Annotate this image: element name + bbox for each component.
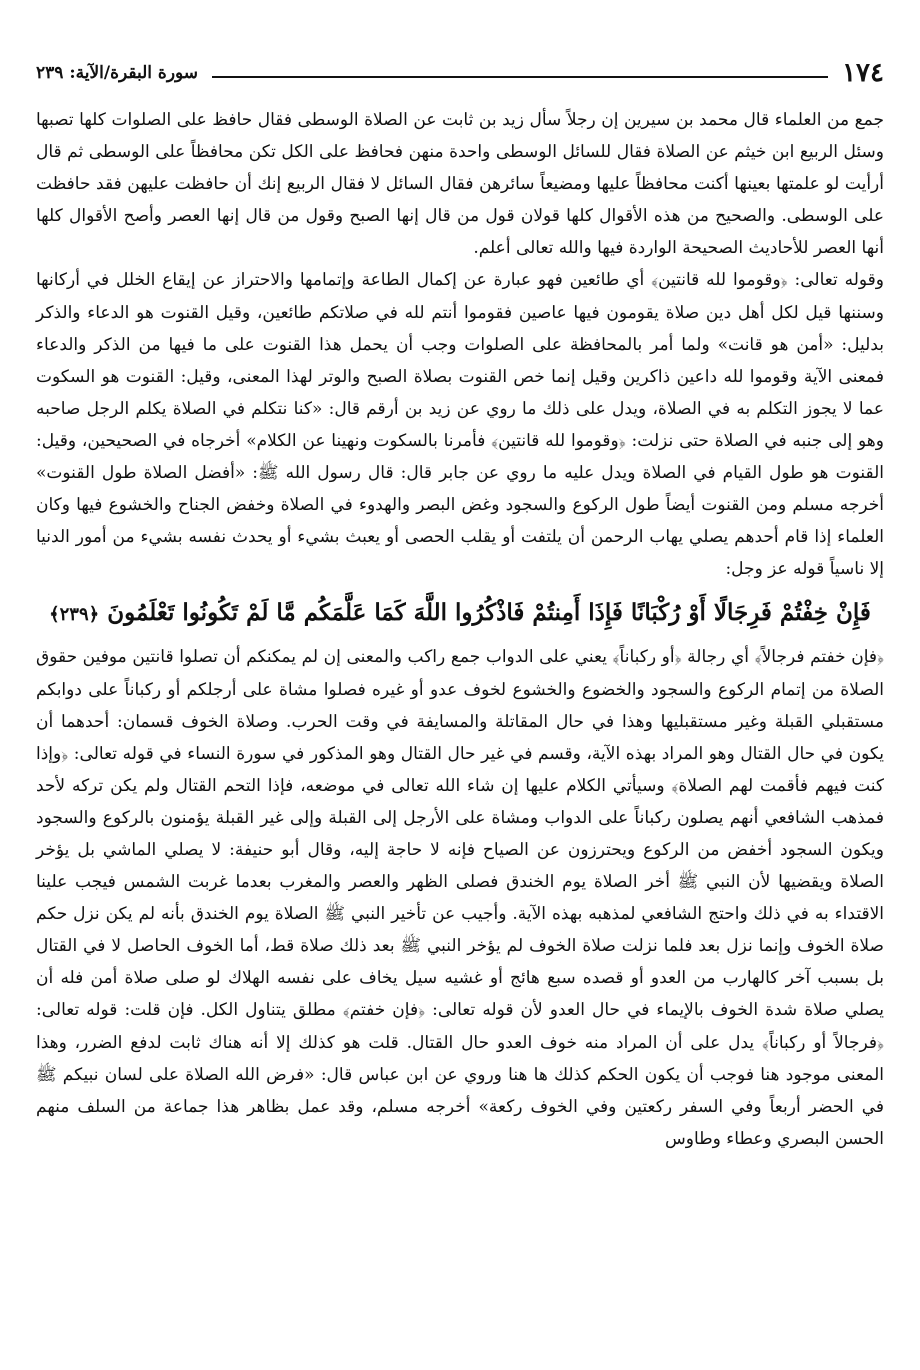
quran-verse — [36, 587, 884, 641]
verse-number-mark: ﴿٢٣٩﴾ — [49, 604, 100, 626]
running-title: سورة البقرة/الآية: ٢٣٩ — [36, 63, 199, 83]
paragraph-2: وقوله تعالى: ﴿وقوموا لله قانتين﴾ أي طائعين فهو عبارة عن إكمال الطاعة وإتمامها والاحتراز عن إيقاع الخلل في أركانها وسننها قيل لكل أهل دين صلاة يقومون فيها عاصين فقوموا أنتم لله في صلاتكم طائعين، وقيل القنوت هو الدعاء والذكر بدليل: «أمن هو قانت» ولما أمر بالمحافظة على الصلوات وجب أن يحمل هذا القنوت على ما فيها من الذكر والدعاء فمعنى الآية وقوموا لله داعين ذاكرين وقيل إنما خص القنوت بصلاة الصبح والوتر لهذا المعنى، وقيل: القنوت هو السكوت عما لا يجوز التكلم به في الصلاة، ويدل على ذلك ما روي عن زيد بن أرقم قال: «كنا نتكلم في الصلاة يكلم الرجل صاحبه وهو إلى جنبه في الصلاة حتى نزلت: ﴿وقوموا لله قانتين﴾ فأمرنا بالسكوت ونهينا عن الكلام» أخرجاه في الصحيحين، وقيل: القنوت هو طول القيام في الصلاة ويدل عليه ما روي عن جابر قال: قال رسول الله ﷺ: «أفضل الصلاة طول القنوت» أخرجه مسلم ومن القنوت أيضاً طول الركوع والسجود وغض البصر والهدوء في الصلاة وخفض الجناح والخشوع فيها وكان العلماء إذا قام أحدهم يصلي يهاب الرحمن أن يلتفت أو يقلب الحصى أو يعبث بشيء أو يحدث نفسه بشيء من أمور الدنيا إلا ناسياً قوله عز وجل: — [36, 270, 884, 580]
header-rule — [212, 76, 828, 78]
paragraph-3: ﴿فإن خفتم فرجالاً﴾ أي رجالة ﴿أو ركباناً﴾ يعني على الدواب جمع راكب والمعنى إن لم يمكنكم أن تصلوا قانتين موفين حقوق الصلاة من إتمام الركوع والسجود والخضوع والخشوع لخوف عدو أو غيره فصلوا مشاة على أرجلكم أو ركباناً على دوابكم مستقبلي القبلة وغير مستقبليها وهذا في حال المقاتلة والمسايفة في وقت الحرب. وصلاة الخوف قسمان: أحدهما أن يكون في حال القتال وهو المراد بهذه الآية، وقسم في غير حال القتال وهو المذكور في سورة النساء في قوله تعالى: ﴿وإذا كنت فيهم فأقمت لهم الصلاة﴾ وسيأتي الكلام عليها إن شاء الله تعالى في موضعه، فإذا التحم القتال ولم يكن تركه لأحد فمذهب الشافعي أنهم يصلون ركباناً على الدواب ومشاة على الأرجل إلى القبلة وإلى غير القبلة يؤمنون بالركوع والسجود ويكون السجود أخفض من الركوع ويحترزون عن الصياح فإنه لا حاجة إليه، وقال أبو حنيفة: لا يصلي الماشي بل يؤخر الصلاة ويقضيها لأن النبي ﷺ أخر الصلاة يوم الخندق فصلى الظهر والعصر والمغرب بعدما غربت الشمس فيجب علينا الاقتداء به في ذلك واحتج الشافعي لمذهبه بهذه الآية. وأجيب عن تأخير النبي ﷺ الصلاة يوم الخندق بأنه لم يكن نزل حكم صلاة الخوف وإنما نزل بعد فلما نزلت صلاة الخوف لم يؤخر النبي ﷺ بعد ذلك صلاة قط، أما الخوف الحاصل لا في القتال بل بسبب آخر كالهارب من العدو أو قصده سبع هائج أو غشيه سيل يخاف على نفسه الهلاك لو صلى صلاة أمن فله أن يصلي صلاة شدة الخوف بالإيماء في حال العدو لأن قوله تعالى: ﴿فإن خفتم﴾ مطلق يتناول الكل. فإن قلت: قوله تعالى: ﴿فرجالاً أو ركباناً﴾ يدل على أن المراد منه خوف العدو حال القتال. قلت هو كذلك إلا أنه هناك ثابت لدفع الضرر، وهذا المعنى موجود هنا فوجب أن يكون الحكم كذلك ها هنا وروي عن ابن عباس قال: «فرض الله الصلاة على لسان نبيكم ﷺ في الحضر أربعاً وفي السفر ركعتين وفي الخوف ركعة» أخرجه مسلم، وقد عمل بظاهر هذا جماعة من السلف منهم الحسن البصري وعطاء وطاوس — [36, 647, 884, 1149]
page-header — [36, 56, 884, 90]
page-number: ١٧٤ — [842, 58, 884, 88]
page-body — [36, 104, 884, 1155]
paragraph-1: جمع من العلماء قال محمد بن سيرين إن رجلاً سأل زيد بن ثابت عن الصلاة الوسطى فقال حافظ على الصلوات كلها تصبها وسئل الربيع ابن خيثم عن الصلاة فقال للسائل الوسطى واحدة منهن فحافظ على الكل تكن محافظاً على الوسطى ثم قال أرأيت لو علمتها بعينها أكنت محافظاً عليها ومضيعاً سائرهن فقال السائل لا فقال الربيع إنك أن حافظت عليهن فقد حافظت على الوسطى. والصحيح من هذه الأقوال كلها قولان قول من قال إنها الصبح وقول من قال إنها العصر وأصح الأقوال كلها أنها العصر للأحاديث الصحيحة الواردة فيها والله تعالى أعلم. — [36, 110, 884, 259]
verse-text: فَإِنْ خِفْتُمْ فَرِجَالًا أَوْ رُكْبَانًا فَإِذَا أَمِنتُمْ فَاذْكُرُوا اللَّهَ كَمَا عَلَّمَكُم مَّا لَمْ تَكُونُوا تَعْلَمُونَ — [107, 599, 871, 627]
